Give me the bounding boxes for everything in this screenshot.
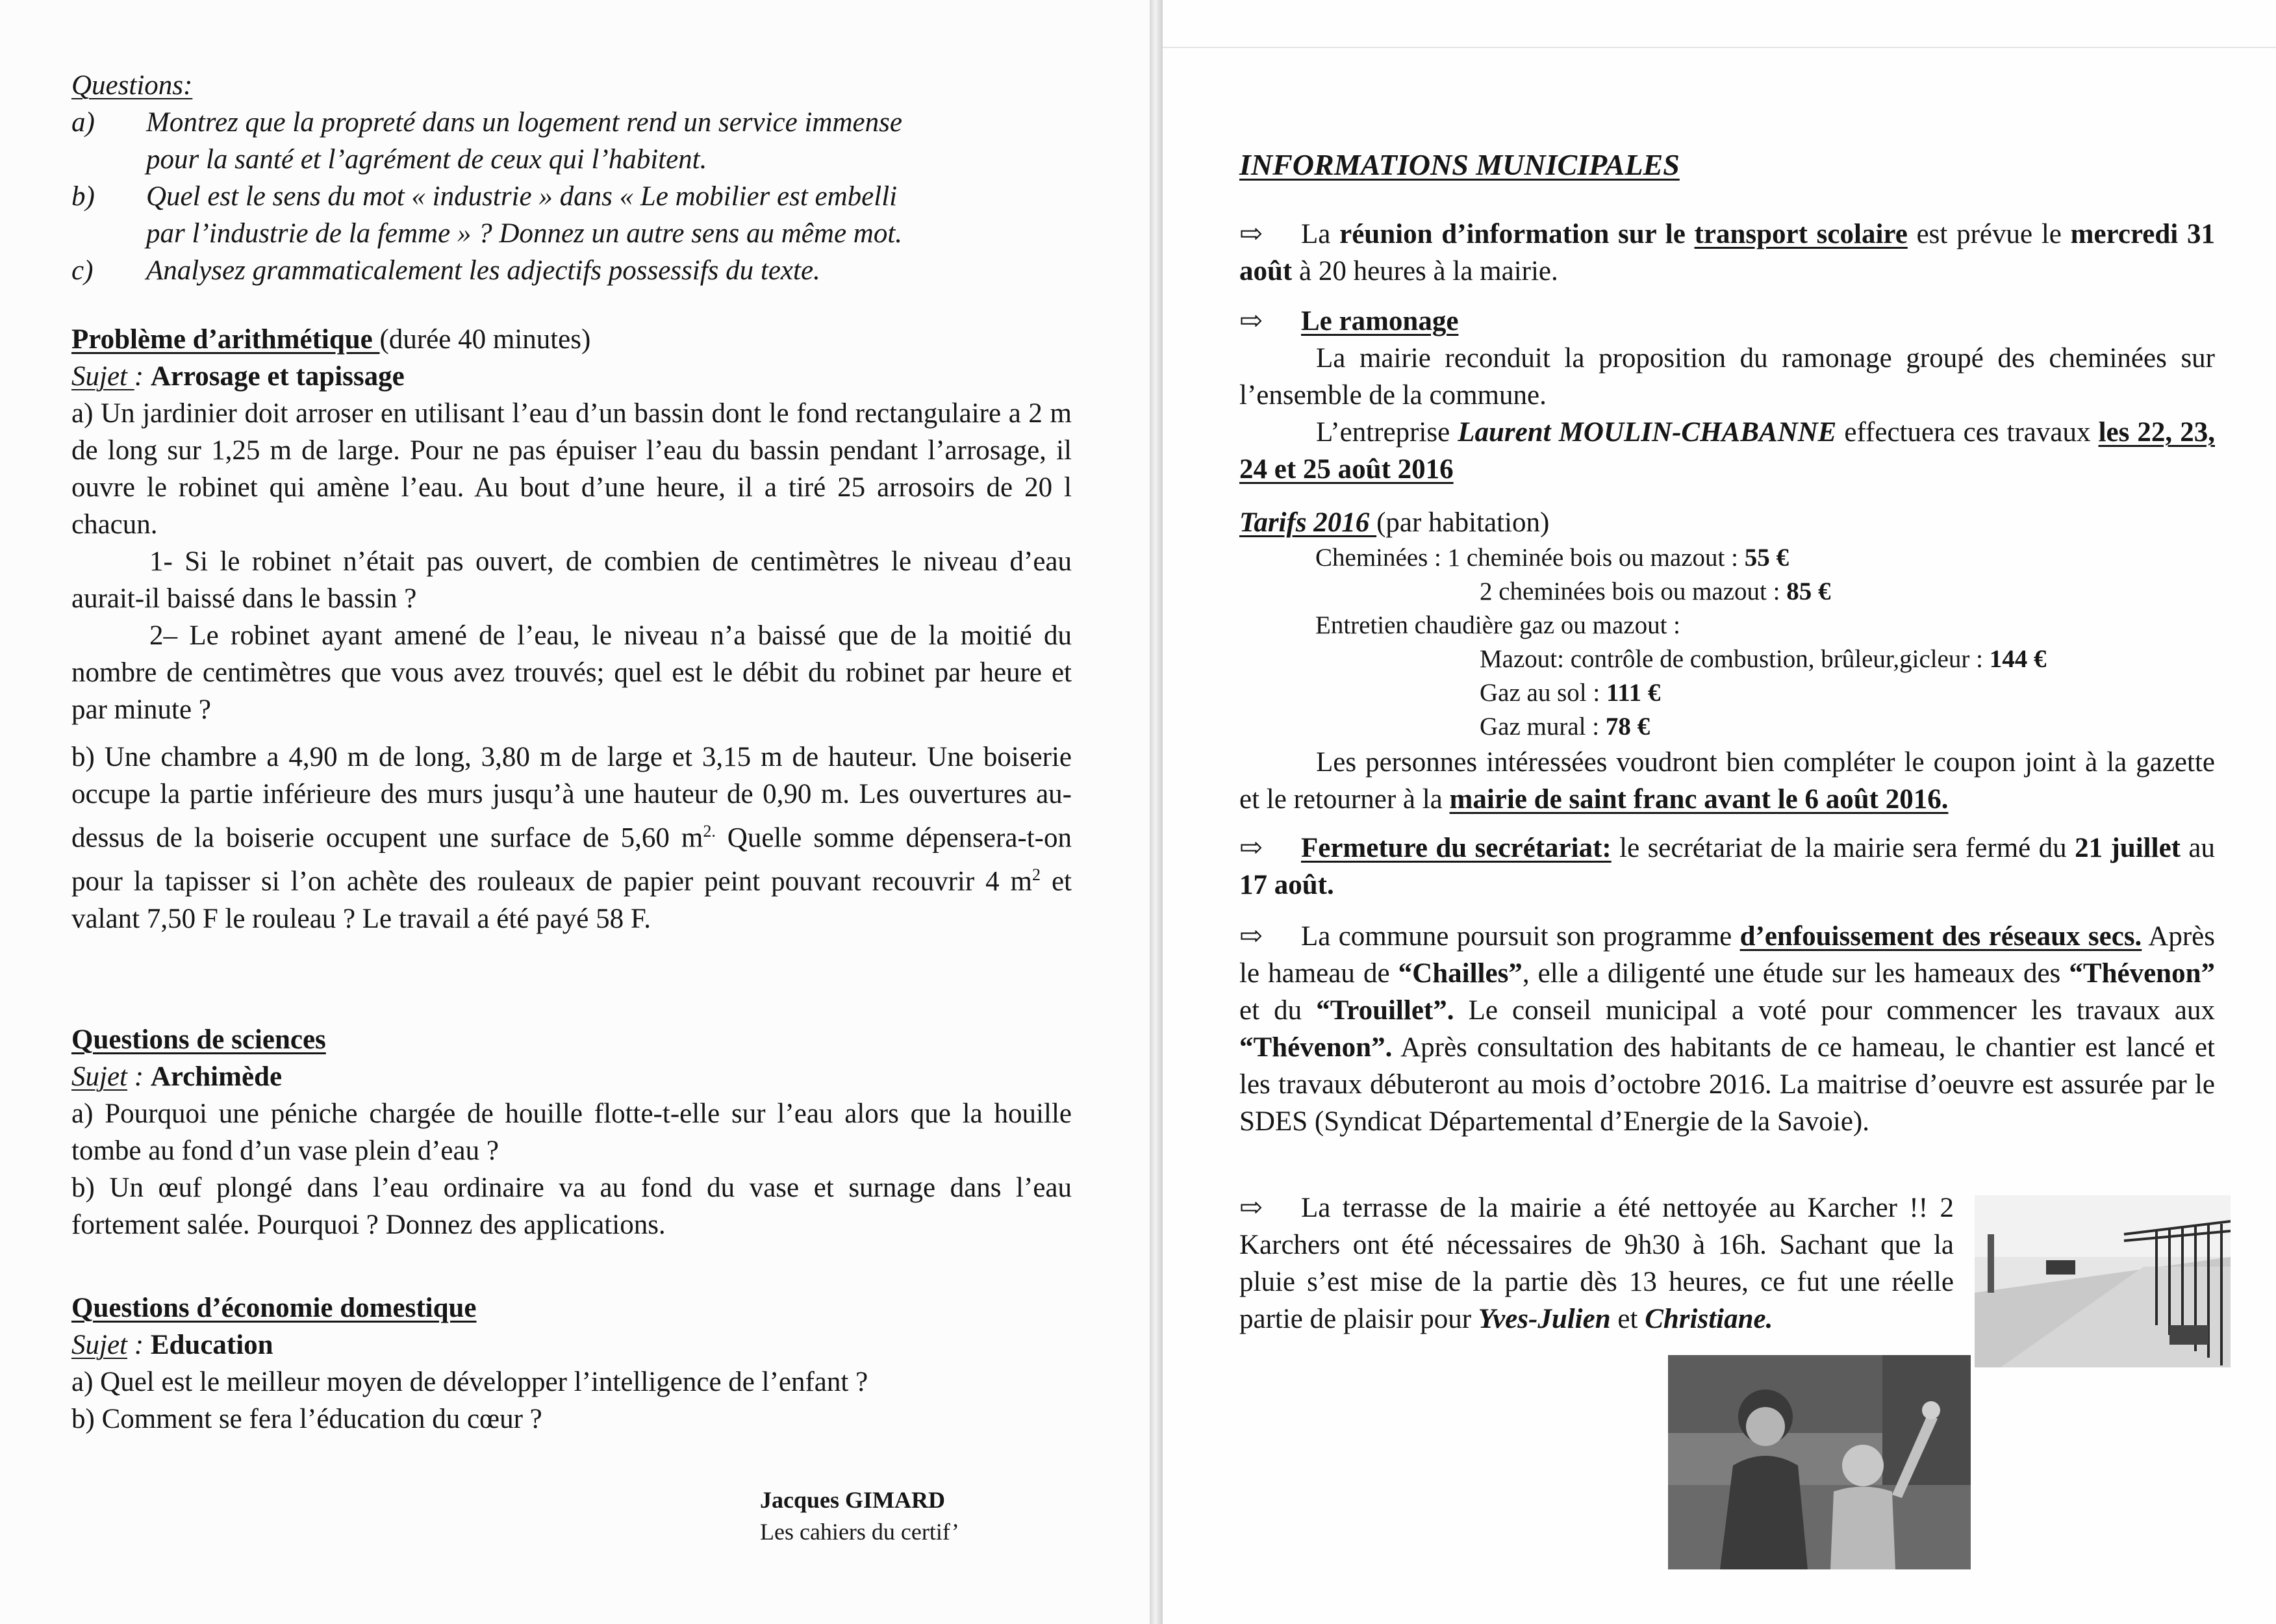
arithmetic-para-b: b) Une chambre a 4,90 m de long, 3,80 m de large et 3,15 m de hauteur. Une boiserie occupe la partie inférieure des murs jusqu’à une hauteur de 0,90 m. Les ouvertures au-dessus de la boiserie occupent une surface de 5,60 $m^{2.}$ Quelle somme dépensera-t-on pour la tapisser si l’on achète des rouleaux de papier peint pouvant recouvrir 4 $m^2$ et valant 7,50 F le rouleau ? Le travail a été payé 58 F. [71,742,1072,934]
economie-section [71,1289,1072,1438]
people-photo-image [1668,1355,1971,1569]
arithmetic-q2: 2– Le robinet ayant amené de l’eau, le niveau n’a baissé que de la moitié du nombre de centimètres que vous avez trouvés; quel est le débit du robinet par heure et par minute ? [71,620,1072,725]
item-terrasse: ⇨ La terrasse de la mairie a été nettoyée au Karcher !! 2 Karchers ont été nécessaires de 9h30 à 16h. Sachant que la pluie s’est mise de la partie dès 13 heures, ce fut une réelle partie de plaisir pour Yves-Julien et Christiane. [1239,1189,1954,1338]
author-name: Jacques GIMARD [760,1487,945,1513]
author-source: Les cahiers du certif’ [760,1519,959,1545]
item-tarifs: Tarifs 2016 (par habitation) Cheminées : 1 cheminée bois ou mazout : 55 € 2 cheminées bois ou mazout : 85 € Entretien chaudière gaz ou mazout : Mazout: contrôle de combustion, brûleur,gicleur : 144 € Gaz au sol : 111 € Gaz mural : 78 € Les personnes intéressées voudront bien compléter le coupon joint à la gazette et le retourner à la mairie de saint franc avant le 6 août 2016. [1239,507,2215,815]
section-title: INFORMATIONS MUNICIPALES [1239,148,1680,181]
arithmetic-para-a: a) Un jardinier doit arroser en utilisant l’eau d’un bassin dont le fond rectangulaire a 2 m de long sur 1,25 m de large. Pour ne pas épuiser l’eau du bassin pendant l’arrosage, il ouvre le robinet qui amène l’eau. Au bout d’une heure, il a tiré 25 arrosoirs de 20 l chacun. [71,398,1072,540]
terrace-photo [1975,1195,2231,1367]
arrow-icon: ⇨ [1239,1193,1263,1223]
arrow-icon: ⇨ [1239,921,1263,952]
sciences-sujet: Sujet : Archimède [71,1061,283,1092]
page-gutter [1150,0,1163,1624]
item-ramonage: ⇨ Le ramonage La mairie reconduit la proposition du ramonage groupé des cheminées sur l’ensemble de la commune. L’entreprise Laurent MOULIN-CHABANNE effectuera ces travaux les 22, 23, 24 et 25 août 2016 [1239,303,2215,488]
arrow-icon: ⇨ [1239,306,1263,336]
people-photo [1668,1355,1971,1569]
terrace-photo-image [1975,1195,2231,1367]
economie-sujet: Sujet : Education [71,1330,273,1360]
item-fermeture: ⇨ Fermeture du secrétariat: le secrétariat de la mairie sera fermé du 21 juillet au 17 août. [1239,830,2215,904]
economie-b: b) Comment se fera l’éducation du cœur ? [71,1404,542,1434]
arrow-icon: ⇨ [1239,219,1263,249]
question-a: a) Montrez que la propreté dans un logement rend un service immense pour la santé et l’agrément de ceux qui l’habitent. [71,107,902,175]
sciences-a: a) Pourquoi une péniche chargée de houille flotte-t-elle sur l’eau alors que la houille tombe au fond d’un vase plein d’eau ? [71,1098,1072,1166]
tarifs-table: Cheminées : 1 cheminée bois ou mazout : 55 € 2 cheminées bois ou mazout : 85 € Entretien chaudière gaz ou mazout : Mazout: contrôle de combustion, brûleur,gicleur : 144 € Gaz au sol : 111 € Gaz mural : 78 € [1315,544,2047,741]
question-c: c) Analysez grammaticalement les adjectifs possessifs du texte. [71,255,820,286]
signature [760,1484,1039,1548]
sciences-section [71,1021,1072,1243]
arrow-icon: ⇨ [1239,833,1263,863]
ramonage-heading: Le ramonage [1301,306,1459,336]
top-rule [1163,47,2276,48]
economie-heading: Questions d’économie domestique [71,1293,477,1323]
arithmetic-heading: Problème d’arithmétique (durée 40 minutes) [71,324,591,355]
tarifs-heading: Tarifs 2016 [1239,507,1377,538]
sciences-heading: Questions de sciences [71,1024,326,1055]
questions-section [71,67,1072,289]
question-b: b) Quel est le sens du mot « industrie » dans « Le mobilier est embelli par l’industrie de la femme » ? Donnez un autre sens au même mot. [71,181,903,249]
right-page [1163,0,2276,1624]
questions-header: Questions: [71,70,193,101]
arithmetic-q1: 1- Si le robinet n’était pas ouvert, de combien de centimètres le niveau d’eau aurait-il baissé dans le bassin ? [71,546,1072,614]
arithmetic-section [71,321,1072,937]
item-reseaux: ⇨ La commune poursuit son programme d’enfouissement des réseaux secs. Après le hameau de “Chailles”, elle a diligenté une étude sur les hameaux des “Thévenon” et du “Trouillet”. Le conseil municipal a voté pour commencer les travaux aux “Thévenon”. Après consultation des habitants de ce hameau, le chantier est lancé et les travaux débuteront au mois d’octobre 2016. La maitrise d’oeuvre est assurée par le SDES (Syndicat Départemental d’Energie de la Savoie). [1239,918,2215,1140]
sciences-b: b) Un œuf plongé dans l’eau ordinaire va au fond du vase et surnage dans l’eau fortement salée. Pourquoi ? Donnez des applications. [71,1173,1072,1240]
item-transport: ⇨ La réunion d’information sur le transport scolaire est prévue le mercredi 31 août à 20 heures à la mairie. [1239,216,2215,290]
economie-a: a) Quel est le meilleur moyen de développer l’intelligence de l’enfant ? [71,1367,868,1397]
arithmetic-sujet: Sujet : Arrosage et tapissage [71,361,405,392]
